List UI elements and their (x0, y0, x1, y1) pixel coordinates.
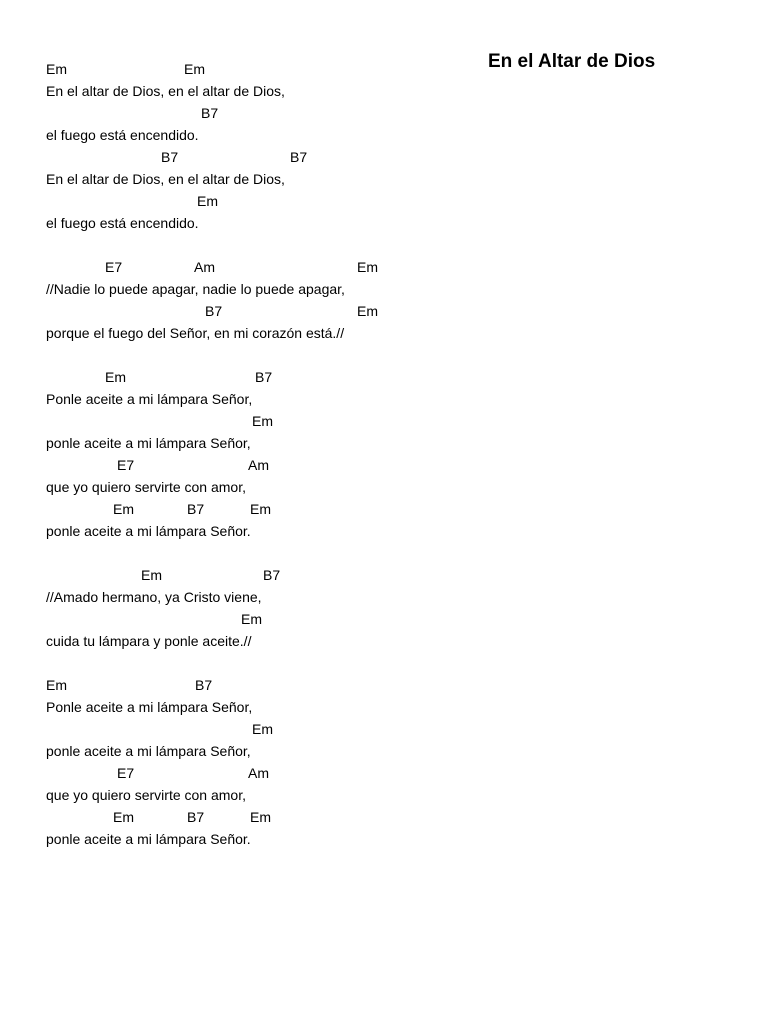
lyric-line: ponle aceite a mi lámpara Señor, (46, 743, 251, 759)
chord-label: E7 (105, 259, 123, 275)
chord-line (46, 410, 466, 432)
chord-line (46, 190, 466, 212)
chord-label: Em (357, 259, 378, 275)
chord-label: Am (194, 259, 215, 275)
chord-line (46, 256, 466, 278)
chord-label: Em (46, 61, 67, 77)
chord-label: E7 (117, 457, 135, 473)
lyric-line: el fuego está encendido. (46, 127, 199, 143)
chord-line (46, 146, 466, 168)
chord-label: Em (113, 501, 134, 517)
chord-label: B7 (205, 303, 223, 319)
stanza-gap (46, 344, 466, 366)
song-title: En el Altar de Dios (488, 51, 656, 72)
chord-label: B7 (187, 809, 205, 825)
chord-line (46, 498, 466, 520)
chord-line (46, 674, 466, 696)
stanza-gap (46, 542, 466, 564)
lyric-line: En el altar de Dios, en el altar de Dios, (46, 83, 285, 99)
chord-label: Em (252, 721, 273, 737)
lyric-line: //Amado hermano, ya Cristo viene, (46, 589, 262, 605)
chord-label: B7 (201, 105, 219, 121)
chord-label: Em (252, 413, 273, 429)
chord-label: Em (197, 193, 218, 209)
chord-line (46, 300, 466, 322)
chord-line (46, 718, 466, 740)
lyric-line: Ponle aceite a mi lámpara Señor, (46, 391, 253, 407)
lyric-line: Ponle aceite a mi lámpara Señor, (46, 699, 253, 715)
lyric-line: cuida tu lámpara y ponle aceite.// (46, 633, 252, 649)
lyric-line: que yo quiero servirte con amor, (46, 479, 246, 495)
chord-line (46, 454, 466, 476)
chord-label: Em (113, 809, 134, 825)
chord-label: Em (357, 303, 378, 319)
chord-line (46, 762, 466, 784)
chord-label: B7 (290, 149, 308, 165)
chord-label: B7 (255, 369, 273, 385)
chord-label: B7 (161, 149, 179, 165)
lyric-line: que yo quiero servirte con amor, (46, 787, 246, 803)
chord-line (46, 806, 466, 828)
chord-label: Em (250, 501, 271, 517)
lyric-line: //Nadie lo puede apagar, nadie lo puede apagar, (46, 281, 345, 297)
chord-label: Em (105, 369, 126, 385)
chord-label: Am (248, 457, 269, 473)
chord-label: Em (241, 611, 262, 627)
lyric-line: ponle aceite a mi lámpara Señor, (46, 435, 251, 451)
chord-line (46, 58, 466, 80)
lyric-line: porque el fuego del Señor, en mi corazón está.// (46, 325, 345, 341)
chord-label: Em (184, 61, 205, 77)
chord-line (46, 366, 466, 388)
chord-lyric-sheet (46, 58, 466, 850)
chord-label: B7 (187, 501, 205, 517)
lyric-line: ponle aceite a mi lámpara Señor. (46, 831, 251, 847)
chord-label: Am (248, 765, 269, 781)
stanza-gap (46, 652, 466, 674)
lyric-line: el fuego está encendido. (46, 215, 199, 231)
chord-label: Em (46, 677, 67, 693)
chord-line (46, 564, 466, 586)
chord-label: B7 (263, 567, 281, 583)
stanza-gap (46, 234, 466, 256)
chord-label: E7 (117, 765, 135, 781)
chord-label: Em (250, 809, 271, 825)
lyric-line: ponle aceite a mi lámpara Señor. (46, 523, 251, 539)
chord-label: Em (141, 567, 162, 583)
chord-label: B7 (195, 677, 213, 693)
chord-line (46, 102, 466, 124)
lyric-line: En el altar de Dios, en el altar de Dios, (46, 171, 285, 187)
chord-line (46, 608, 466, 630)
